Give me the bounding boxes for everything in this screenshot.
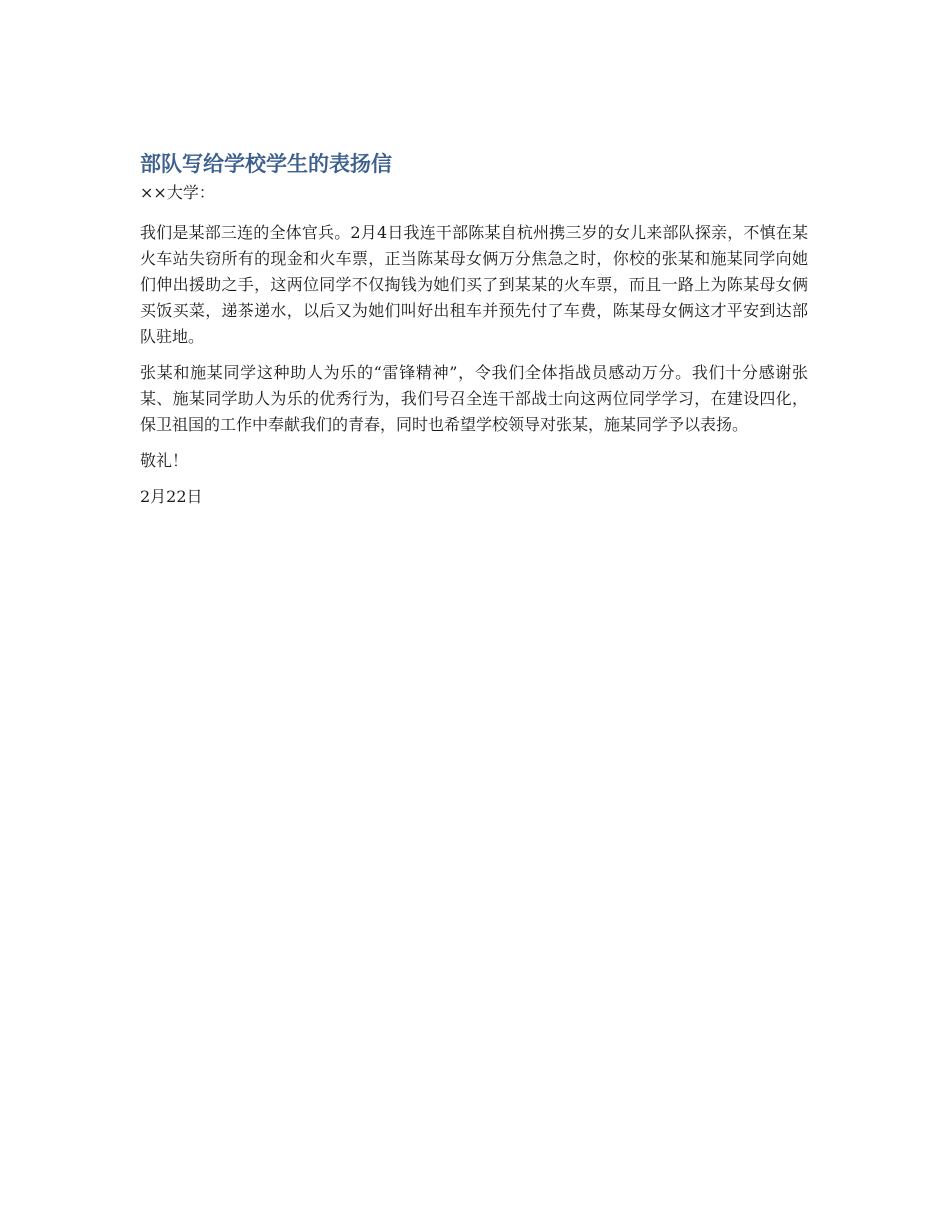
salutation: ××大学： (140, 183, 215, 202)
date: 2月22日 (140, 487, 203, 506)
letter-body (140, 148, 808, 510)
page-title: 部队写给学校学生的表扬信 (140, 152, 392, 176)
closing: 敬礼！ (140, 451, 189, 470)
paragraph-2: 张某和施某同学这种助人为乐的“雷锋精神”，令我们全体指战员感动万分。我们十分感谢张某、施某同学助人为乐的优秀行为，我们号召全连干部战士向这两位同学学习，在建设四化，保卫祖国的工作中奉献我们的青春，同时也希望学校领导对张某，施某同学予以表扬。 (140, 363, 808, 434)
paragraph-1: 我们是某部三连的全体官兵。2月4日我连干部陈某自杭州携三岁的女儿来部队探亲，不慎在某火车站失窃所有的现金和火车票，正当陈某母女俩万分焦急之时，你校的张某和施某同学向她们伸出援助之手，这两位同学不仅掏钱为她们买了到某某的火车票，而且一路上为陈某母女俩买饭买菜，递茶递水，以后又为她们叫好出租车并预先付了车费，陈某母女俩这才平安到达部队驻地。 (140, 223, 808, 346)
